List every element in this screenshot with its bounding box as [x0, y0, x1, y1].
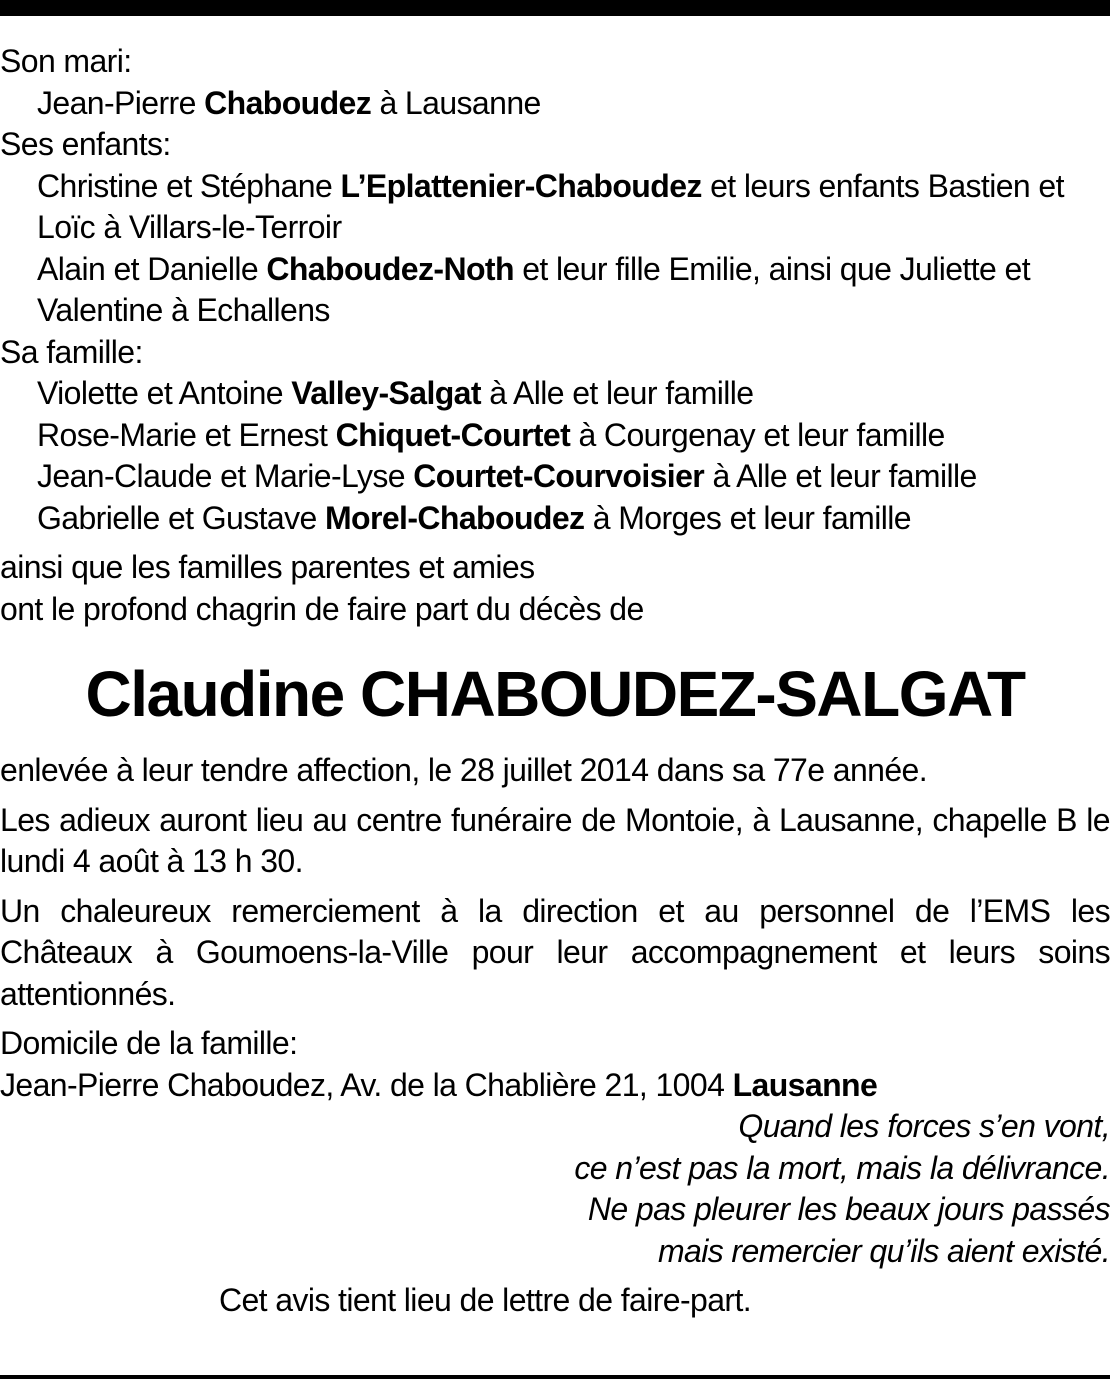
- family-entry: [0, 415, 1110, 457]
- entry-suffix: à Morges et leur famille: [584, 499, 911, 536]
- entry-suffix: à Courgenay et leur famille: [570, 416, 945, 453]
- family-name: Chaboudez-Noth: [266, 250, 514, 287]
- entry-suffix: et leurs enfants Bastien et Loïc à Villars-le-Terroir: [37, 167, 1064, 245]
- entry-suffix: à Lausanne: [371, 84, 541, 121]
- child-entry: [0, 249, 1110, 332]
- passing-text: enlevée à leur tendre affection, le 28 juillet 2014 dans sa 77e année.: [0, 752, 928, 788]
- ceremony-text: Les adieux auront lieu au centre funéraire de Montoie, à Lausanne, chapelle B le lundi 4 août à 13 h 30.: [0, 801, 1110, 879]
- husband-entry: [0, 83, 1110, 125]
- child-entry: [0, 166, 1110, 249]
- husband-section: [0, 41, 1110, 124]
- address-text: Jean-Pierre Chaboudez, Av. de la Chablière 21, 1004: [0, 1066, 733, 1103]
- poem-line: mais remercier qu’ils aient existé.: [657, 1232, 1110, 1269]
- entry-prefix: Rose-Marie et Ernest: [37, 416, 336, 453]
- entry-prefix: Jean-Claude et Marie-Lyse: [37, 458, 414, 494]
- poem-line: ce n’est pas la mort, mais la délivrance.: [574, 1149, 1110, 1186]
- children-heading: Ses enfants:: [0, 126, 171, 162]
- entry-suffix: et leur fille Emilie, ainsi que Juliette et Valentine à Echallens: [37, 250, 1030, 328]
- family-name: Chiquet-Courtet: [335, 416, 571, 453]
- family-name: Valley-Salgat: [291, 375, 481, 411]
- family-name: Courtet-Courvoisier: [413, 458, 705, 494]
- entry-suffix: à Alle et leur famille: [480, 375, 754, 411]
- entry-prefix: Jean-Pierre: [37, 84, 205, 121]
- entry-suffix: à Alle et leur famille: [704, 458, 977, 494]
- entry-prefix: Gabrielle et Gustave: [37, 499, 325, 536]
- husband-heading: Son mari:: [0, 43, 132, 79]
- entry-prefix: Christine et Stéphane: [37, 167, 341, 204]
- top-rule: [0, 0, 1110, 16]
- poem-line: Quand les forces s’en vont,: [738, 1108, 1110, 1144]
- domicile-heading: Domicile de la famille:: [0, 1025, 298, 1061]
- obituary-notice: [0, 41, 1110, 1354]
- family-name: Chaboudez: [204, 84, 372, 121]
- family-entry: [0, 456, 1110, 498]
- children-section: [0, 124, 1110, 332]
- domicile-section: [0, 1023, 1110, 1106]
- entry-prefix: Violette et Antoine: [37, 375, 292, 411]
- deceased-name: Claudine CHABOUDEZ-SALGAT: [85, 658, 1025, 730]
- poem: [0, 1106, 1110, 1272]
- announcement-line: ont le profond chagrin de faire part du décès de: [0, 590, 644, 627]
- thanks-text: Un chaleureux remerciement à la direction et au personnel de l’EMS les Châteaux à Goumoens-la-Ville pour leur accompagnement et leurs soins attentionnés.: [0, 892, 1110, 1012]
- family-name: Morel-Chaboudez: [325, 499, 585, 536]
- address-city: Lausanne: [732, 1066, 878, 1103]
- family-entry: [0, 498, 1110, 540]
- domicile-address: [0, 1065, 1110, 1107]
- family-entry: [0, 373, 1110, 415]
- announcement-line: ainsi que les familles parentes et amies: [0, 549, 535, 585]
- entry-prefix: Alain et Danielle: [37, 250, 267, 287]
- poem-line: Ne pas pleurer les beaux jours passés: [587, 1191, 1110, 1227]
- family-heading: Sa famille:: [0, 333, 143, 370]
- closing-note: Cet avis tient lieu de lettre de faire-part.: [218, 1282, 752, 1318]
- announcement: [0, 547, 1110, 630]
- bottom-rule: [0, 1375, 1110, 1379]
- family-name: L’Eplattenier-Chaboudez: [340, 167, 702, 204]
- family-section: [0, 332, 1110, 540]
